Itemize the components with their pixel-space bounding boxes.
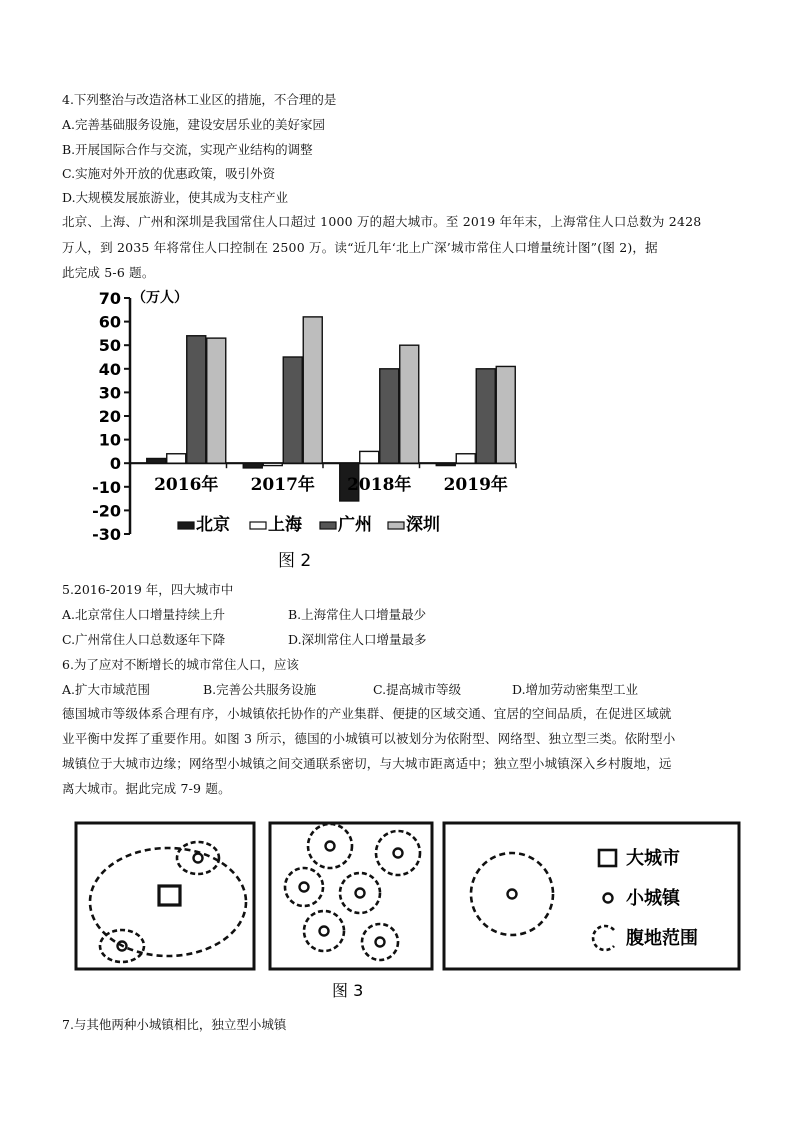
y-tick-label: -30 [92, 525, 121, 544]
bar-深圳-2018年 [400, 345, 419, 463]
small-town-marker [326, 842, 335, 851]
y-tick-label: 70 [98, 289, 121, 308]
bar-上海-2017年 [263, 463, 282, 465]
q5-stem: 5.2016-2019 年，四大城市中 [62, 582, 234, 597]
small-town-types-figure [74, 818, 744, 1004]
legend-swatch-广州 [320, 522, 336, 529]
q4-option-c: C.实施对外开放的优惠政策，吸引外资 [62, 166, 276, 181]
q5-option-a: A.北京常住人口增量持续上升 [62, 607, 226, 622]
intro-7-9-line-1: 德国城市等级体系合理有序，小城镇依托协作的产业集群、便捷的区域交通、宜居的空间品质，在促进区域就 [62, 706, 672, 721]
y-tick-label: 10 [98, 430, 121, 450]
chart-caption: 图 2 [278, 551, 312, 571]
q5-option-c: C.广州常住人口总数逐年下降 [62, 632, 226, 647]
legend-hinterland-label: 腹地范围 [626, 928, 698, 949]
bar-深圳-2016年 [207, 338, 226, 463]
category-label: 2016年 [154, 475, 219, 496]
legend-hinterland-symbol [593, 926, 614, 950]
small-town-hinterland [304, 911, 344, 951]
category-label: 2017年 [250, 475, 315, 496]
legend-label-上海: 上海 [268, 515, 302, 535]
legend-label-深圳: 深圳 [406, 515, 440, 535]
q6-stem: 6.为了应对不断增长的城市常住人口，应该 [62, 657, 299, 672]
panel-frame [76, 823, 254, 969]
small-town-hinterland [177, 842, 219, 874]
y-tick-label: -20 [92, 501, 121, 521]
legend-big-city-symbol [599, 850, 616, 866]
legend-label-广州: 广州 [338, 515, 372, 535]
small-town-marker [194, 854, 203, 863]
figure3-caption: 图 3 [332, 981, 364, 1000]
dependent-town-panel [76, 823, 254, 969]
y-tick-label: 60 [98, 312, 121, 332]
bar-上海-2019年 [456, 454, 475, 463]
chart-tick-labels [92, 289, 130, 544]
bar-北京-2017年 [243, 463, 262, 468]
chart-category-labels [154, 474, 508, 495]
small-town-hinterland [471, 853, 553, 935]
small-town-marker [320, 927, 329, 936]
q4-stem: 4.下列整治与改造洛林工业区的措施，不合理的是 [62, 92, 337, 107]
bar-深圳-2017年 [303, 317, 322, 463]
bar-上海-2016年 [167, 454, 186, 463]
network-town-panel [270, 823, 432, 969]
y-tick-label: -10 [92, 477, 121, 497]
legend-small-town-symbol [604, 894, 613, 903]
q6-option-d: D.增加劳动密集型工业 [512, 682, 639, 697]
intro-5-6-line-3: 此完成 5-6 题。 [62, 265, 155, 280]
bar-北京-2019年 [436, 463, 455, 465]
small-town-marker [356, 889, 365, 898]
small-town-hinterland [285, 868, 323, 906]
big-city-marker [159, 886, 180, 905]
bar-广州-2016年 [187, 336, 206, 463]
q6-option-a: A.扩大市域范围 [62, 682, 151, 697]
small-town-hinterland [308, 824, 352, 868]
chart-bars [147, 317, 516, 501]
legend-label-北京: 北京 [196, 515, 230, 535]
small-town-marker [508, 890, 517, 899]
independent-town-panel [444, 823, 739, 969]
legend-swatch-深圳 [388, 522, 404, 529]
bar-广州-2018年 [380, 369, 399, 463]
q5-option-b: B.上海常住人口增量最少 [288, 607, 427, 622]
big-city-hinterland [90, 848, 246, 956]
intro-7-9-line-4: 离大城市。据此完成 7-9 题。 [62, 781, 231, 796]
small-town-marker [394, 849, 403, 858]
q6-option-b: B.完善公共服务设施 [203, 682, 317, 697]
bar-深圳-2019年 [496, 366, 515, 463]
bar-广州-2019年 [476, 369, 495, 463]
chart-unit-label: （万人） [132, 290, 188, 306]
q7-stem: 7.与其他两种小城镇相比，独立型小城镇 [62, 1017, 287, 1032]
legend-swatch-北京 [178, 522, 194, 529]
legend-big-city-label: 大城市 [626, 848, 680, 869]
chart-legend [178, 514, 440, 535]
intro-7-9-line-3: 城镇位于大城市边缘；网络型小城镇之间交通联系密切，与大城市距离适中；独立型小城镇深入乡村腹地，远 [62, 756, 672, 771]
bar-北京-2016年 [147, 458, 166, 463]
small-town-marker [376, 938, 385, 947]
legend-small-town-label: 小城镇 [626, 888, 680, 909]
small-town-marker [300, 883, 309, 892]
y-tick-label: 50 [98, 336, 121, 356]
q4-option-a: A.完善基础服务设施，建设安居乐业的美好家园 [62, 117, 326, 132]
y-tick-label: 30 [98, 383, 121, 403]
q5-option-d: D.深圳常住人口增量最多 [288, 632, 427, 647]
intro-5-6-line-2: 万人，到 2035 年将常住人口控制在 2500 万。读“近几年‘北上广深’城市常住人口增量统计图”(图 2)，据 [62, 240, 658, 255]
intro-7-9-line-2: 业平衡中发挥了重要作用。如图 3 所示，德国的小城镇可以被划分为依附型、网络型、独立型三类。依附型小 [62, 731, 676, 746]
category-label: 2018年 [347, 475, 412, 496]
population-increment-chart [88, 286, 528, 576]
q4-option-d: D.大规模发展旅游业，使其成为支柱产业 [62, 190, 289, 205]
q4-option-b: B.开展国际合作与交流，实现产业结构的调整 [62, 142, 313, 157]
intro-5-6-line-1: 北京、上海、广州和深圳是我国常住人口超过 1000 万的超大城市。至 2019 年年末，上海常住人口总数为 2428 [62, 214, 702, 229]
y-tick-label: 20 [98, 407, 121, 426]
small-town-hinterland [376, 831, 420, 875]
legend-swatch-上海 [250, 522, 266, 529]
y-tick-label: 0 [109, 454, 121, 474]
y-tick-label: 40 [98, 359, 121, 379]
small-town-hinterland [340, 873, 380, 913]
category-label: 2019年 [443, 475, 508, 496]
bar-广州-2017年 [283, 357, 302, 463]
small-town-hinterland [362, 924, 398, 960]
bar-上海-2018年 [360, 451, 379, 463]
q6-option-c: C.提高城市等级 [373, 682, 462, 697]
